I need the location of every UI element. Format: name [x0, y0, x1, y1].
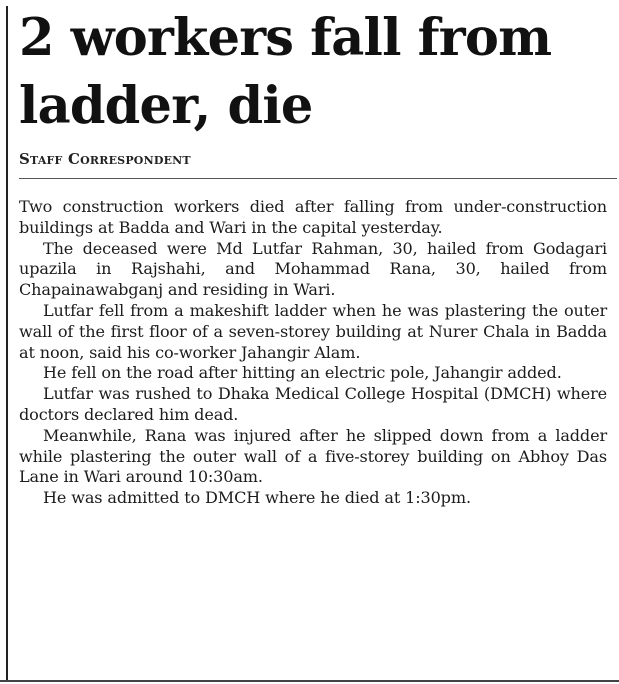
news-article	[19, 4, 609, 509]
paragraph-6: Meanwhile, Rana was injured after he slipped down from a ladder while plastering the outer wall of a five-storey building on Abhoy Das Lane in Wari around 10:30am.	[19, 425, 607, 487]
article-body	[19, 197, 607, 509]
paragraph-7: He was admitted to DMCH where he died at 1:30pm.	[43, 488, 471, 508]
byline-divider	[19, 178, 617, 179]
headline: 2 workers fall from ladder, die	[19, 8, 552, 136]
paragraph-5: Lutfar was rushed to Dhaka Medical College Hospital (DMCH) where doctors declared him dead.	[19, 384, 607, 424]
byline: Staff Correspondent	[19, 150, 191, 168]
paragraph-1: Two construction workers died after falling from under-construction buildings at Badda and Wari in the capital yesterday.	[19, 197, 607, 237]
column-rule-bottom	[0, 680, 619, 682]
paragraph-4: He fell on the road after hitting an electric pole, Jahangir added.	[43, 363, 562, 383]
column-rule-left	[6, 6, 8, 680]
paragraph-3: Lutfar fell from a makeshift ladder when he was plastering the outer wall of the first floor of a seven-storey building at Nurer Chala in Badda at noon, said his co-worker Jahangir Alam.	[19, 300, 607, 362]
paragraph-2: The deceased were Md Lutfar Rahman, 30, hailed from Godagari upazila in Rajshahi, and Mohammad Rana, 30, hailed from Chapainawabganj and residing in Wari.	[19, 238, 607, 300]
